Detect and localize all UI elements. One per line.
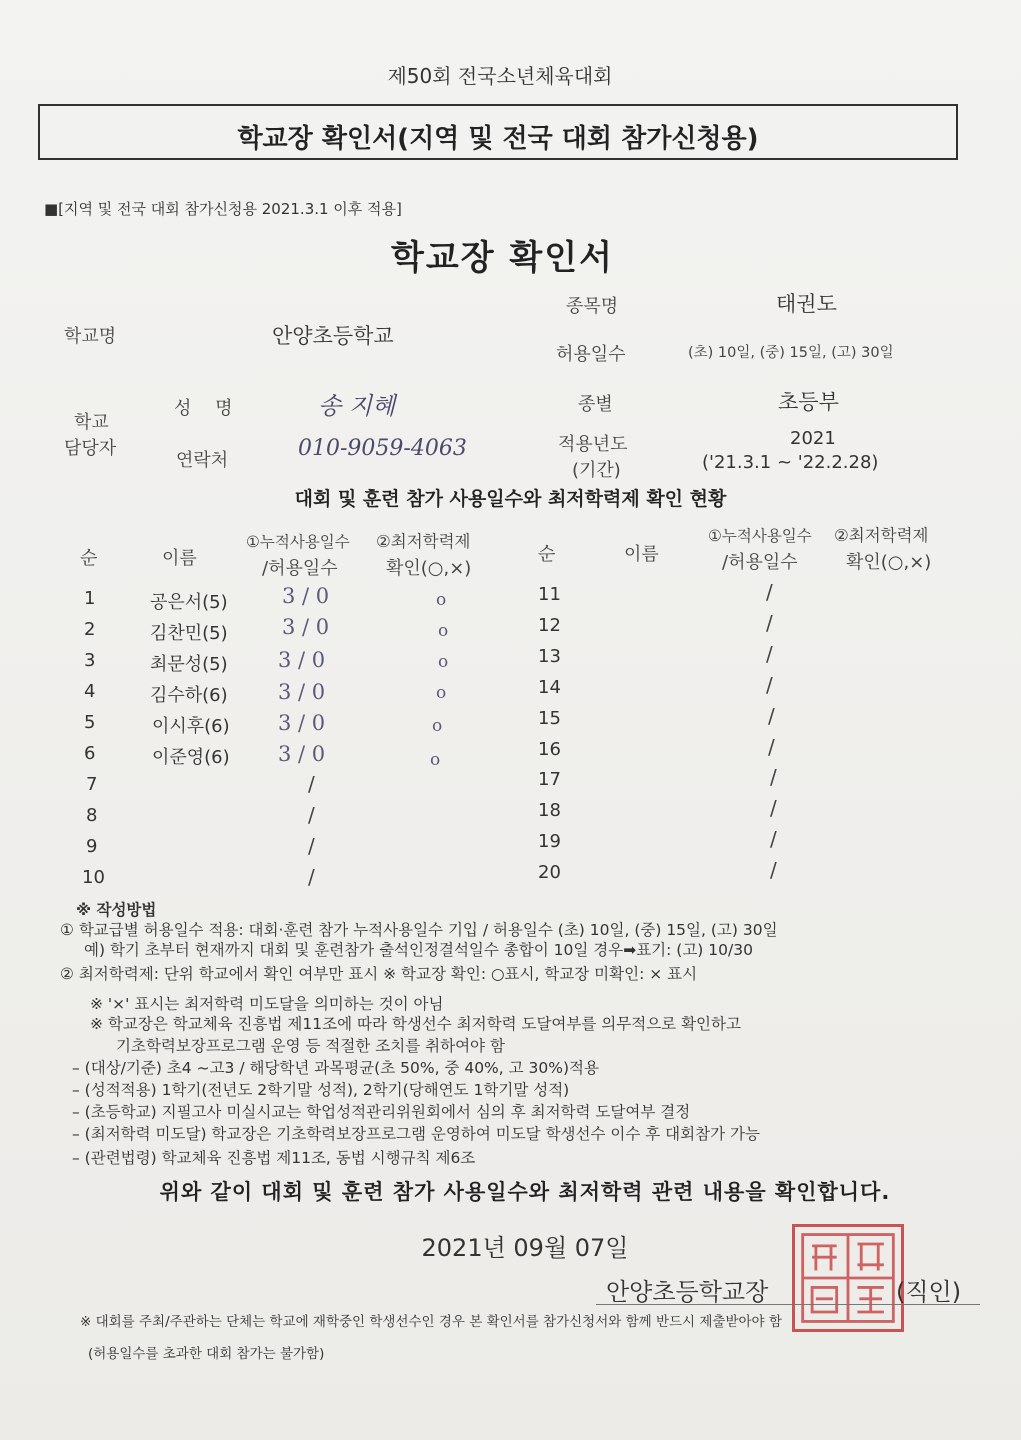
issue-date: 2021년 09월 07일 — [421, 1234, 629, 1262]
name-value-handwritten: 송 지혜 — [318, 392, 396, 420]
header-days-1-left: ①누적사용일수 — [246, 533, 350, 551]
row-no: 10 — [82, 867, 105, 888]
row-name: 김수하(6) — [150, 685, 228, 706]
form-title-box — [38, 104, 958, 160]
row-no: 9 — [86, 836, 98, 857]
header-academic-2-right: 확인(○,×) — [846, 552, 932, 573]
row-no: 12 — [538, 615, 561, 636]
footnote-1: ※ 대회를 주최/주관하는 단체는 학교에 재학중인 학생선수인 경우 본 확인서를 참가신청서와 함께 반드시 제출받아야 함 — [80, 1314, 782, 1330]
principal-name: 안양초등학교장 — [606, 1278, 769, 1306]
contact-label-2: 담당자 — [64, 438, 117, 459]
row-no: 4 — [84, 681, 96, 702]
row-name: 이준영(6) — [152, 747, 230, 768]
header-no-left: 순 — [80, 548, 98, 569]
row-no: 1 — [84, 588, 96, 609]
section-title: 대회 및 훈련 참가 사용일수와 최저학력제 확인 현황 — [294, 488, 727, 510]
division-label: 종별 — [578, 394, 613, 415]
note-line: – (대상/기준) 초4 ~고3 / 해당학년 과목평균(초 50%, 중 40%, 고 30%)적용 — [72, 1059, 599, 1077]
signature-line — [596, 1304, 980, 1305]
year-label-1: 적용년도 — [558, 434, 628, 455]
sport-value: 태권도 — [776, 292, 837, 316]
note-line: – (관련법령) 학교체육 진흥법 제11조, 동법 시행규칙 제6조 — [72, 1149, 476, 1167]
row-mark-handwritten: o — [430, 750, 441, 770]
year-value: 2021 — [790, 428, 836, 449]
row-no: 2 — [84, 619, 96, 640]
header-name-right: 이름 — [624, 544, 659, 565]
year-label-2: (기간) — [572, 460, 621, 481]
row-no: 11 — [538, 584, 561, 605]
row-days: / — [770, 796, 777, 820]
row-name: 김찬민(5) — [150, 623, 228, 644]
apply-note: ■[지역 및 전국 대회 참가신청용 2021.3.1 이후 적용] — [44, 200, 402, 218]
row-days: / — [766, 642, 773, 666]
note-line: 예) 학기 초부터 현재까지 대회 및 훈련참가 출석인정결석일수 총합이 10일 경우➡표기: (고) 10/30 — [84, 941, 753, 959]
row-name: 최문성(5) — [150, 654, 228, 675]
header-days-1-right: ①누적사용일수 — [708, 527, 812, 545]
period-value: ('21.3.1 ~ '22.2.28) — [702, 452, 879, 473]
row-no: 5 — [84, 712, 96, 733]
row-days: / — [768, 704, 775, 728]
header-no-right: 순 — [538, 544, 556, 565]
row-days: / — [308, 834, 315, 858]
name-label: 성 명 — [174, 398, 233, 419]
row-no: 13 — [538, 646, 561, 667]
row-no: 20 — [538, 862, 561, 883]
row-no: 8 — [86, 805, 98, 826]
note-line: – (초등학교) 지필고사 미실시교는 학업성적관리위원회에서 심의 후 최저학력 도달여부 결정 — [72, 1103, 691, 1121]
note-line: – (최저학력 미도달) 학교장은 기초학력보장프로그램 운영하여 미도달 학생선수 이수 후 대회참가 가능 — [72, 1125, 760, 1143]
note-line: ② 최저학력제: 단위 학교에서 확인 여부만 표시 ※ 학교장 확인: ○표시, 학교장 미확인: × 표시 — [60, 965, 698, 983]
row-days: / — [766, 611, 773, 635]
header-academic-1-right: ②최저학력제 — [834, 526, 929, 545]
school-label: 학교명 — [64, 326, 117, 347]
note-line: – (성적적용) 1학기(전년도 2학기말 성적), 2학기(당해연도 1학기말 성적) — [72, 1081, 570, 1099]
allowed-days-label: 허용일수 — [556, 344, 626, 365]
row-days: / — [308, 803, 315, 827]
allowed-days-value: (초) 10일, (중) 15일, (고) 30일 — [688, 345, 894, 361]
row-name: 이시후(6) — [152, 716, 230, 737]
note-line: ① 학교급별 허용일수 적용: 대회·훈련 참가 누적사용일수 기입 / 허용일수 (초) 10일, (중) 15일, (고) 30일 — [60, 921, 778, 939]
row-no: 7 — [86, 774, 98, 795]
row-days-handwritten: 3 / 0 — [278, 680, 326, 704]
row-days: / — [766, 580, 773, 604]
row-days-handwritten: 3 / 0 — [278, 711, 326, 735]
form-title: 학교장 확인서(지역 및 전국 대회 참가신청용) — [237, 124, 759, 154]
division-value: 초등부 — [778, 390, 839, 414]
row-name: 공은서(5) — [150, 592, 228, 613]
header-academic-1-left: ②최저학력제 — [376, 532, 471, 551]
header-days-2-right: /허용일수 — [722, 552, 798, 573]
confirmation-statement: 위와 같이 대회 및 훈련 참가 사용일수와 최저학력 관련 내용을 확인합니다. — [159, 1180, 891, 1204]
row-no: 6 — [84, 743, 96, 764]
row-mark-handwritten: o — [438, 652, 449, 672]
row-days: / — [768, 735, 775, 759]
phone-label: 연락처 — [176, 450, 229, 471]
note-line: ※ '×' 표시는 최저학력 미도달을 의미하는 것이 아님 — [90, 995, 444, 1013]
row-no: 15 — [538, 708, 561, 729]
footnote-2: (허용일수를 초과한 대회 참가는 불가함) — [88, 1346, 325, 1362]
row-days: / — [766, 673, 773, 697]
event-name: 제50회 전국소년체육대회 — [387, 64, 613, 88]
note-line: 기초학력보장프로그램 운영 등 적절한 조치를 취하여야 함 — [116, 1037, 505, 1055]
header-name-left: 이름 — [162, 548, 197, 569]
row-no: 3 — [84, 650, 96, 671]
phone-value-handwritten: 010-9059-4063 — [298, 436, 467, 461]
row-no: 17 — [538, 769, 561, 790]
official-seal-stamp — [792, 1224, 904, 1332]
header-days-2-left: /허용일수 — [262, 558, 338, 579]
row-mark-handwritten: o — [438, 621, 449, 641]
row-no: 19 — [538, 831, 561, 852]
row-days-handwritten: 3 / 0 — [282, 584, 330, 608]
school-value: 안양초등학교 — [272, 324, 394, 348]
row-mark-handwritten: o — [436, 590, 447, 610]
row-days-handwritten: 3 / 0 — [282, 615, 330, 639]
header-academic-2-left: 확인(○,×) — [386, 558, 472, 579]
row-days: / — [770, 858, 777, 882]
row-no: 18 — [538, 800, 561, 821]
row-days-handwritten: 3 / 0 — [278, 648, 326, 672]
row-no: 14 — [538, 677, 561, 698]
row-mark-handwritten: o — [436, 683, 447, 703]
row-mark-handwritten: o — [432, 716, 443, 736]
sport-label: 종목명 — [566, 296, 619, 317]
row-days: / — [770, 765, 777, 789]
contact-label-1: 학교 — [74, 412, 109, 433]
row-days-handwritten: 3 / 0 — [278, 742, 326, 766]
seal-label: (직인) — [896, 1278, 962, 1306]
row-days: / — [308, 772, 315, 796]
row-days: / — [308, 865, 315, 889]
notes-heading: ※ 작성방법 — [76, 901, 157, 919]
note-line: ※ 학교장은 학교체육 진흥법 제11조에 따라 학생선수 최저학력 도달여부를 의무적으로 확인하고 — [90, 1015, 741, 1033]
main-title: 학교장 확인서 — [391, 238, 614, 278]
row-days: / — [770, 827, 777, 851]
row-no: 16 — [538, 739, 561, 760]
